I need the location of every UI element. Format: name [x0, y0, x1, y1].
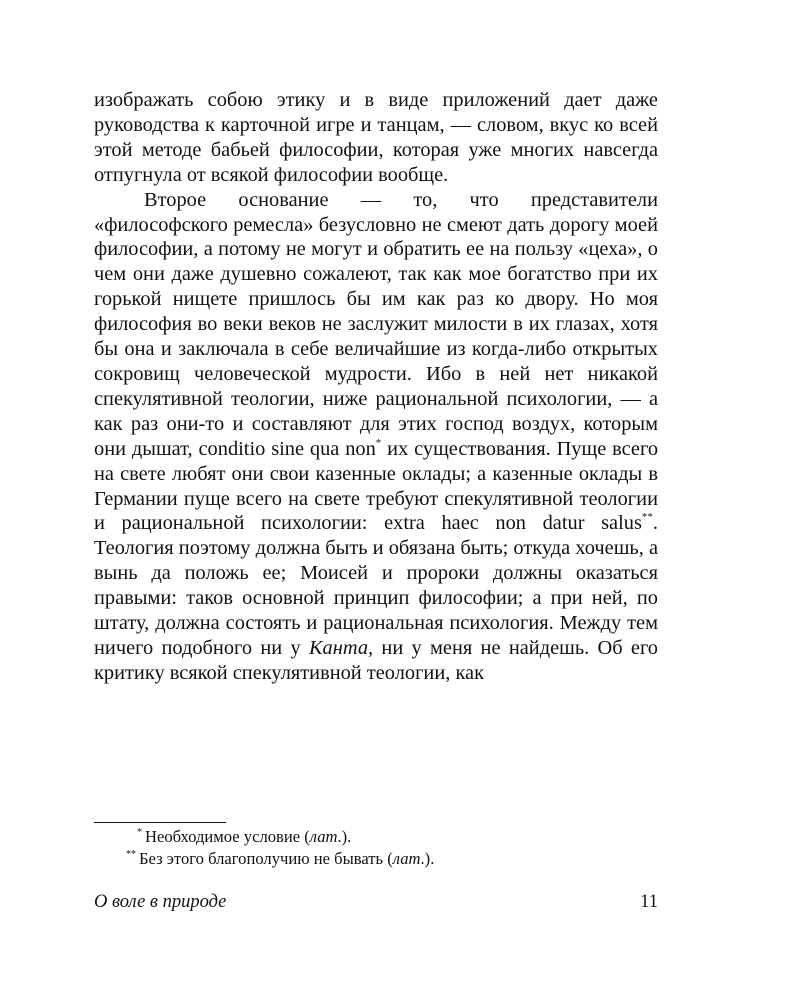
paragraph-2-part-b: их существования. Пуще всего на свете любят они свои казенные оклады; а казенные оклады в Германии пуще всего на свете требуют спекулятивной теологии и рациональной психологии: extra haec non datur salus [94, 437, 659, 535]
footnote-2-lang: лат [392, 849, 421, 868]
footnote-1-lang: лат [309, 827, 338, 846]
footnote-2-end: .). [420, 849, 435, 868]
footnote-1-end: .). [337, 827, 352, 846]
main-text [94, 88, 658, 686]
footnote-1-text: Необходимое условие ( [145, 827, 310, 846]
footnote-2: ** Без этого благополучию не бывать (лат.). [126, 849, 435, 868]
footnotes [124, 826, 434, 870]
kant-name: Канта [309, 636, 369, 659]
page-body [94, 88, 658, 686]
footnote-divider [94, 822, 226, 823]
paragraph-2-part-a: Второе основание — то, что представители «философского ремесла» безусловно не смеют дать дорогу моей философии, а потому не могут и обратить ее на пользу «цеха», о чем они даже душевно сожалеют, так как мое богатство при их горькой нищете пришлось бы им как раз ко двору. Но моя философия во веки веков не заслужит милости в их глазах, хотя бы она и заключала в себе величайшие из когда-либо открытых сокровищ человеческой мудрости. Ибо в ней нет никакой спекулятивной теологии, ниже рациональной психологии, — а как раз они-то и составляют для этих господ воздух, которым они дышат, conditio sine qua non [94, 188, 658, 460]
paragraph-2-part-c: . Теология поэтому должна быть и обязана быть; откуда хочешь, а вынь да положь ее; Моисей и пророки должны оказаться правыми: таков основной принцип философии; а при ней, по штату, должна состоять и рациональная психология. Между тем ничего подобного ни у [94, 512, 658, 659]
running-footer [94, 890, 658, 914]
paragraph-2-part-d: , ни у меня не найдешь. Об его критику всякой спекулятивной теологии, как [94, 636, 659, 684]
footnote-ref-2[interactable]: ** [641, 511, 653, 524]
footnote-1: * Необходимое условие (лат.). [137, 827, 352, 846]
footnote-ref-1[interactable]: * [375, 436, 382, 449]
paragraph-2 [94, 188, 658, 686]
paragraph-1: изображать собою этику и в виде приложений дает даже руководства к карточной игре и танцам, — словом, вкус ко всей этой методе бабьей философии, которая уже многих навсегда отпугнула от всякой философии вообще. [94, 89, 658, 186]
footnote-2-text: Без этого благополучию не бывать ( [139, 849, 393, 868]
running-title: О воле в природе [94, 892, 227, 912]
page-number: 11 [640, 892, 658, 912]
